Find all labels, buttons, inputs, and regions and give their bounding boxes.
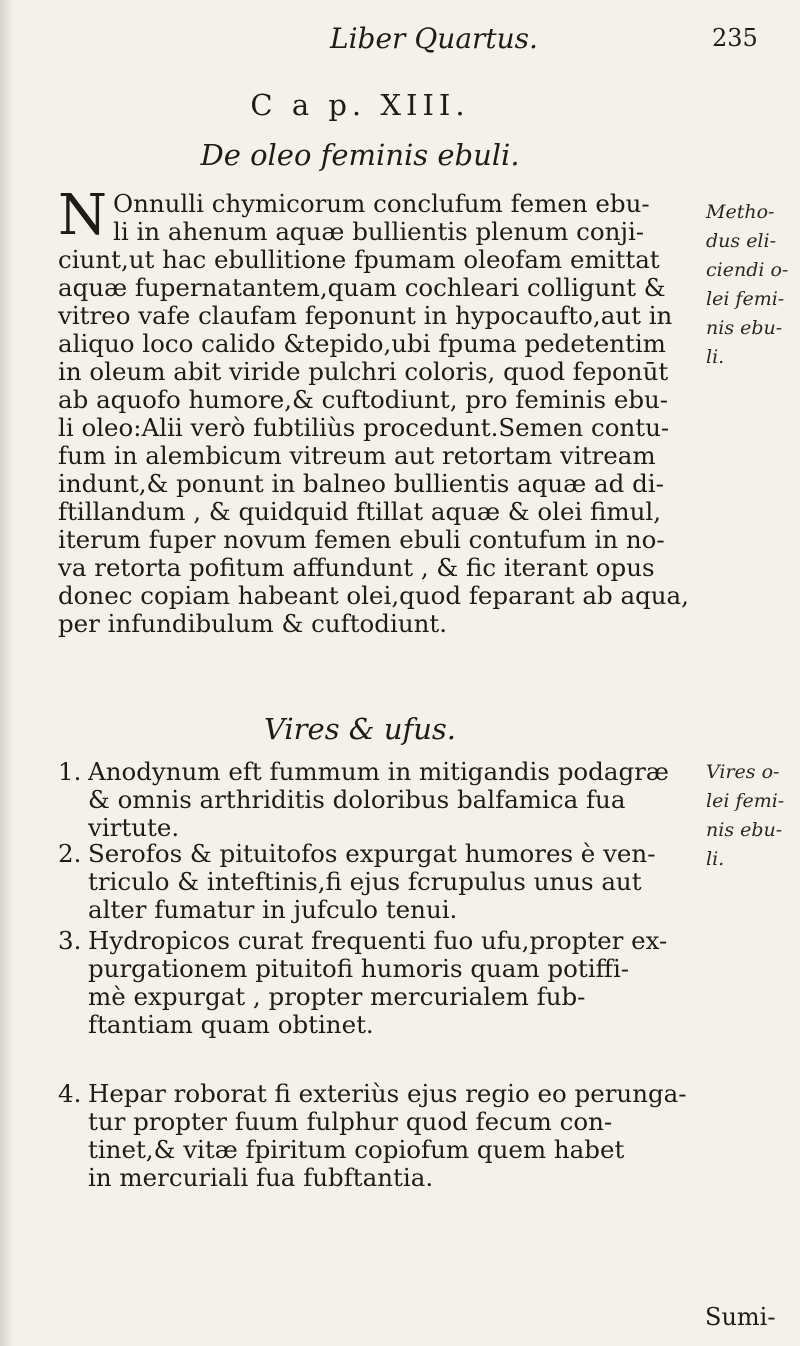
margin-note-line: li. bbox=[706, 848, 725, 870]
item-text bbox=[88, 1080, 708, 1192]
chapter-heading: C a p. XIII. bbox=[250, 88, 470, 122]
margin-note-vires bbox=[706, 758, 796, 874]
text-line: mè expurgat , propter mercurialem fub- bbox=[88, 983, 586, 1011]
page-number: 235 bbox=[712, 24, 758, 52]
text-line: va retorta pofitum affundunt , & fic iterant opus bbox=[58, 554, 655, 582]
margin-note-method bbox=[706, 198, 796, 372]
subhead-vires: Vires & ufus. bbox=[263, 712, 457, 746]
text-line: iterum fuper novum femen ebuli contufum in no- bbox=[58, 526, 665, 554]
text-line: ftillandum , & quidquid ftillat aquæ & olei fimul, bbox=[58, 498, 662, 526]
item-number: 4. bbox=[58, 1079, 82, 1108]
text-line: ftantiam quam obtinet. bbox=[88, 1011, 374, 1039]
text-line: li oleo:Alii verò fubtiliùs procedunt.Semen contu- bbox=[58, 414, 670, 442]
margin-note-line: lei femi- bbox=[706, 288, 785, 310]
text-line: Onnulli chymicorum conclufum femen ebu- bbox=[113, 190, 650, 218]
drop-cap: N bbox=[58, 183, 107, 248]
text-line: alter fumatur in jufculo tenui. bbox=[88, 896, 458, 924]
item-number: 3. bbox=[58, 926, 82, 955]
text-line: in oleum abit viride pulchri coloris, quod feponūt bbox=[58, 358, 669, 386]
text-line: virtute. bbox=[88, 814, 180, 842]
margin-note-line: li. bbox=[706, 346, 725, 368]
text-line: per infundibulum & cuftodiunt. bbox=[58, 610, 448, 638]
text-line: ab aquofo humore,& cuftodiunt, pro feminis ebu- bbox=[58, 386, 669, 414]
margin-note-line: nis ebu- bbox=[706, 819, 783, 841]
item-number: 2. bbox=[58, 839, 82, 868]
text-line: in mercuriali fua fubftantia. bbox=[88, 1164, 434, 1192]
text-line: Hydropicos curat frequenti fuo ufu,propter ex- bbox=[88, 927, 668, 955]
margin-note-line: lei femi- bbox=[706, 790, 785, 812]
item-number: 1. bbox=[58, 757, 82, 786]
item-text bbox=[88, 840, 708, 924]
text-line: indunt,& ponunt in balneo bullientis aquæ ad di- bbox=[58, 470, 664, 498]
margin-note-line: Metho- bbox=[706, 201, 775, 223]
text-line: aquæ fupernatantem,quam cochleari colligunt & bbox=[58, 274, 666, 302]
item-text bbox=[88, 758, 708, 842]
text-line: triculo & inteftinis,fi ejus fcrupulus unus aut bbox=[88, 868, 642, 896]
text-line: Serofos & pituitofos expurgat humores è ven- bbox=[88, 840, 656, 868]
text-line: ciunt,ut hac ebullitione fpumam oleofam emittat bbox=[58, 246, 660, 274]
margin-note-line: dus eli- bbox=[706, 230, 777, 252]
text-line: tinet,& vitæ fpiritum copiofum quem habet bbox=[88, 1136, 625, 1164]
text-line: Hepar roborat fi exteriùs ejus regio eo perunga- bbox=[88, 1080, 687, 1108]
catchword: Sumi- bbox=[705, 1303, 776, 1331]
running-title: Liber Quartus. bbox=[330, 22, 538, 55]
running-head bbox=[0, 14, 800, 54]
page-edge-shadow bbox=[0, 0, 14, 1346]
text-line: & omnis arthriditis doloribus balfamica fua bbox=[88, 786, 626, 814]
text-line: li in ahenum aquæ bullientis plenum conji- bbox=[113, 218, 645, 246]
text-line: aliquo loco calido &tepido,ubi fpuma pedetentim bbox=[58, 330, 666, 358]
text-line: donec copiam habeant olei,quod feparant ab aqua, bbox=[58, 582, 689, 610]
margin-note-line: ciendi o- bbox=[706, 259, 789, 281]
text-line: tur propter fuum fulphur quod fecum con- bbox=[88, 1108, 613, 1136]
text-line: purgationem pituitofi humoris quam potiffi- bbox=[88, 955, 630, 983]
section-title: De oleo feminis ebuli. bbox=[200, 138, 520, 172]
text-line: vitreo vafe claufam feponunt in hypocaufto,aut in bbox=[58, 302, 673, 330]
text-line: Anodynum eft fummum in mitigandis podagræ bbox=[88, 758, 669, 786]
paragraph-method bbox=[58, 183, 698, 638]
text-line: fum in alembicum vitreum aut retortam vitream bbox=[58, 442, 656, 470]
margin-note-line: Vires o- bbox=[706, 761, 780, 783]
item-text bbox=[88, 927, 708, 1039]
margin-note-line: nis ebu- bbox=[706, 317, 783, 339]
